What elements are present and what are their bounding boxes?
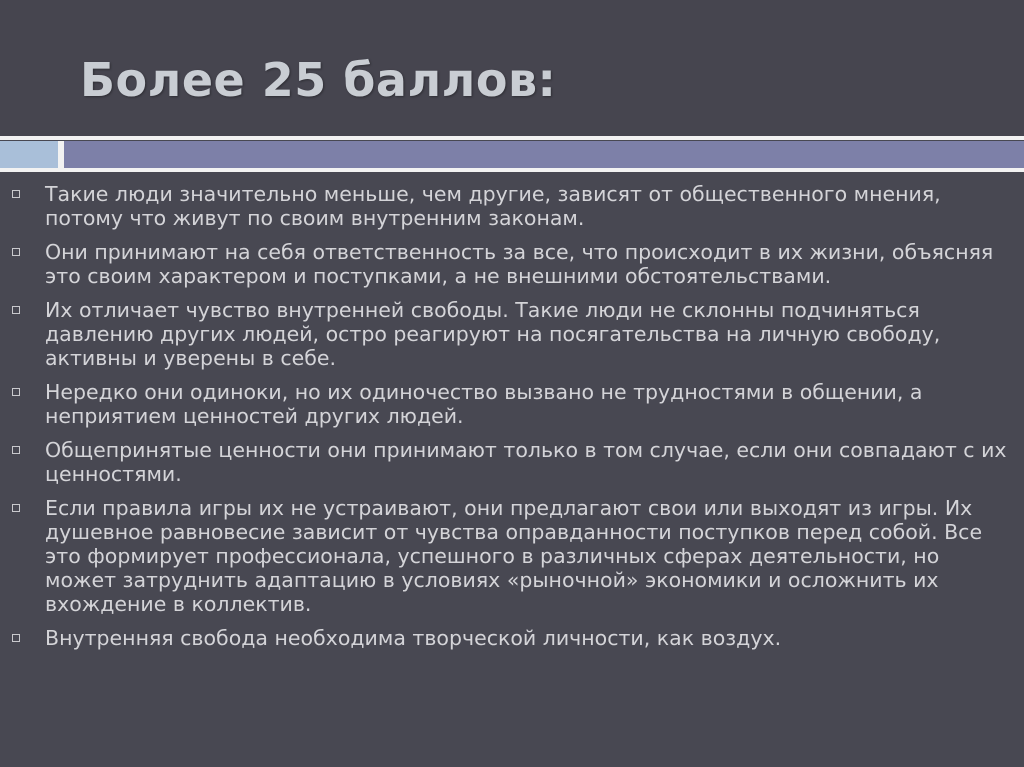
accent-band-right <box>64 141 1024 168</box>
divider-top <box>0 136 1024 140</box>
bullet-item <box>0 496 1024 616</box>
bullet-item <box>0 626 1024 650</box>
bullet-text: Такие люди значительно меньше, чем другие, зависят от общественного мнения, потому что живут по своим внутренним законам. <box>45 182 941 230</box>
bullet-item <box>0 380 1024 428</box>
bullet-list <box>0 182 1024 660</box>
square-bullet-icon <box>12 190 20 198</box>
slide-title: Более 25 баллов: <box>80 53 557 107</box>
bullet-text: Внутренняя свобода необходима творческой личности, как воздух. <box>45 626 782 650</box>
divider-bottom <box>0 168 1024 172</box>
bullet-item <box>0 298 1024 370</box>
square-bullet-icon <box>12 634 20 642</box>
bullet-text: Они принимают на себя ответственность за все, что происходит в их жизни, объясняя это своим характером и поступками, а не внешними обстоятельствами. <box>45 240 994 288</box>
bullet-text: Нередко они одиноки, но их одиночество вызвано не трудностями в общении, а неприятием ценностей других людей. <box>45 380 923 428</box>
title-area <box>0 0 1024 136</box>
bullet-text: Их отличает чувство внутренней свободы. Такие люди не склонны подчиняться давлению других людей, остро реагируют на посягательства на личную свободу, активны и уверены в себе. <box>45 298 941 370</box>
square-bullet-icon <box>12 504 20 512</box>
bullet-text: Если правила игры их не устраивают, они предлагают свои или выходят из игры. Их душевное равновесие зависит от чувства оправданности поступков перед собой. Все это формирует профессионала, успешного в различных сферах деятельности, но может затруднить адаптацию в условиях «рыночной» экономики и осложнить их вхождение в коллектив. <box>45 496 983 616</box>
bullet-item <box>0 182 1024 230</box>
square-bullet-icon <box>12 306 20 314</box>
accent-band-left <box>0 141 58 168</box>
bullet-item <box>0 240 1024 288</box>
bullet-item <box>0 438 1024 486</box>
square-bullet-icon <box>12 446 20 454</box>
square-bullet-icon <box>12 388 20 396</box>
square-bullet-icon <box>12 248 20 256</box>
bullet-text: Общепринятые ценности они принимают только в том случае, если они совпадают с их ценностями. <box>45 438 1007 486</box>
